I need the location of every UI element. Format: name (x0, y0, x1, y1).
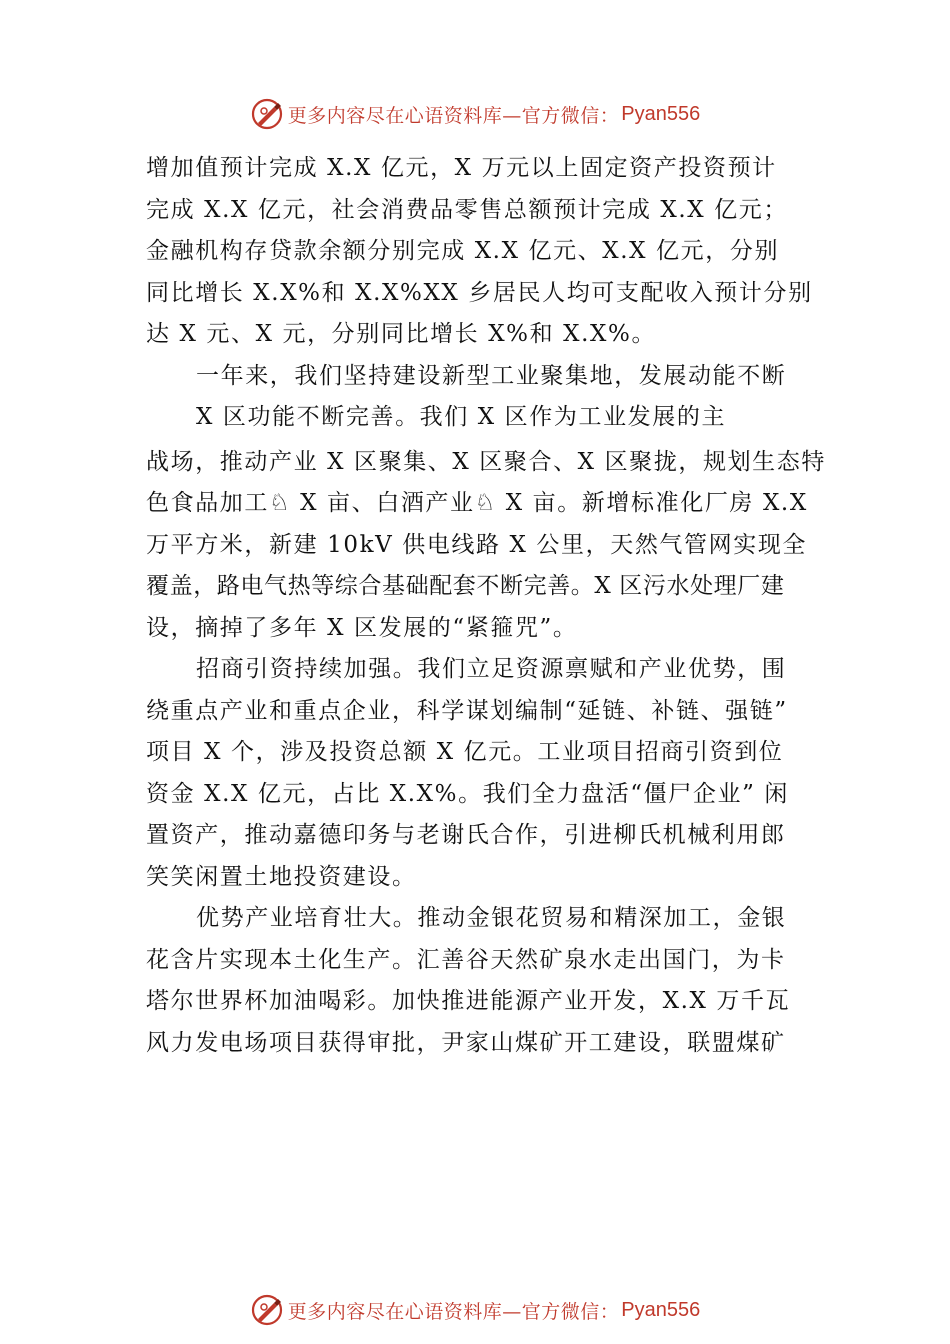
body-line: 增加值预计完成 X.X 亿元，X 万元以上固定资产投资预计 (146, 155, 777, 181)
body-line: 万平方米，新建 10kV 供电线路 X 公里，天然气管网实现全 (146, 531, 808, 558)
body-line: 风力发电场项目获得审批，尹家山煤矿开工建设，联盟煤矿 (146, 1029, 786, 1056)
paragraph-start: 招商引资持续加强。我们立足资源禀赋和产业优势，围 (196, 656, 787, 682)
body-line: 项目 X 个，涉及投资总额 X 亿元。工业项目招商引资到位 (146, 739, 784, 765)
body-line: 塔尔世界杯加油喝彩。加快推进能源产业开发，X.X 万千瓦 (146, 988, 791, 1014)
body-line: 绕重点产业和重点企业，科学谋划编制“延链、补链、强链” (146, 697, 788, 724)
pen-logo-icon (250, 1293, 284, 1327)
pen-logo-icon (250, 97, 284, 131)
header-watermark (0, 94, 950, 134)
body-line: 同比增长 X.X%和 X.X%XX 乡居民人均可支配收入预计分别 (146, 279, 813, 306)
body-line: 覆盖，路电气热等综合基础配套不断完善。X 区污水处理厂建 (146, 573, 785, 599)
body-line: 花含片实现本土化生产。汇善谷天然矿泉水走出国门，为卡 (146, 946, 786, 973)
watermark-account: Pyan556 (621, 102, 701, 125)
watermark-text: 更多内容尽在心语资料库—官方微信： (287, 1300, 620, 1323)
footer-watermark (0, 1290, 950, 1330)
body-line: 色食品加工♘ X 亩、白酒产业♘ X 亩。新增标准化厂房 X.X (146, 490, 808, 516)
paragraph-start: X 区功能不断完善。我们 X 区作为工业发展的主 (196, 404, 727, 430)
body-line: 达 X 元、X 元，分别同比增长 X%和 X.X%。 (146, 321, 657, 347)
body-line: 置资产，推动嘉德印务与老谢氏合作，引进柳氏机械利用郎 (146, 822, 786, 848)
paragraph-start: 一年来，我们坚持建设新型工业聚集地，发展动能不断 (196, 362, 787, 389)
body-line: 资金 X.X 亿元，占比 X.X%。我们全力盘活“僵尸企业” 闲 (146, 780, 789, 807)
body-line: 金融机构存贷款余额分别完成 X.X 亿元、X.X 亿元，分别 (146, 238, 780, 264)
body-line: 设，摘掉了多年 X 区发展的“紧箍咒”。 (146, 614, 578, 641)
body-line: 战场，推动产业 X 区聚集、X 区聚合、X 区聚拢，规划生态特 (146, 448, 826, 475)
paragraph-start: 优势产业培育壮大。推动金银花贸易和精深加工，金银 (196, 905, 787, 931)
watermark-text: 更多内容尽在心语资料库—官方微信： (287, 104, 620, 127)
document-body (146, 148, 826, 1064)
watermark-account: Pyan556 (621, 1298, 701, 1321)
body-line: 笑笑闲置土地投资建设。 (146, 863, 417, 890)
body-line: 完成 X.X 亿元，社会消费品零售总额预计完成 X.X 亿元； (146, 196, 788, 223)
